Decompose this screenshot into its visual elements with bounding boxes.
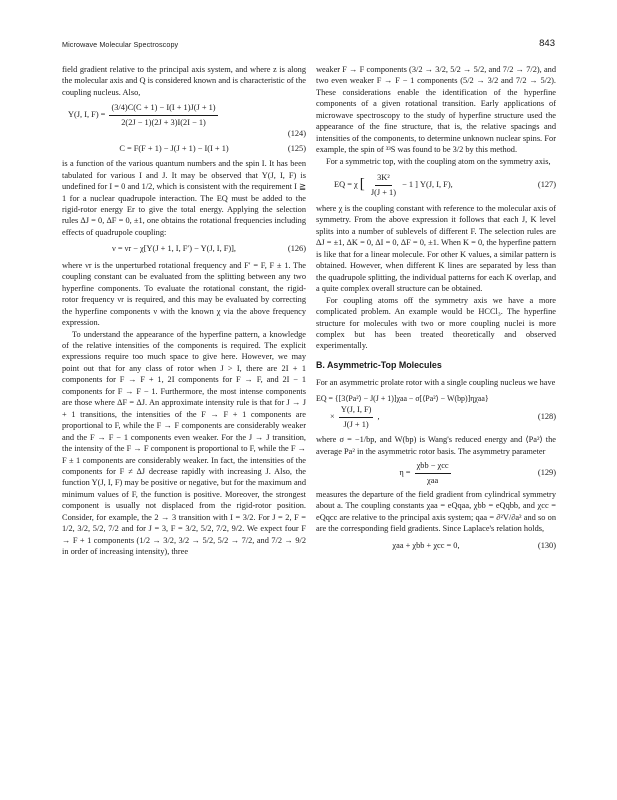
equation-body: ν = νr − χ[Y(J + 1, I, F′) − Y(J, I, F)], bbox=[111, 244, 237, 254]
equation-130 bbox=[316, 540, 556, 551]
fraction-denominator: 2(2J − 1)(2J + 3)I(2I − 1) bbox=[121, 117, 206, 127]
paragraph: where χ is the coupling constant with reference to the molecular axis of symmetry. From the above expression it follows that each J, K level splits into a number of sublevels of different F. The selection rules are ΔJ = ±1, ΔK = 0, ΔI = 0, ΔF = 0, ±1. When K = 0, the hyperfine pattern is like that for a linear molecule. For other K values, a similar pattern is obtained. However, when different K lines are separated by less than the quadrupole splitting, the individual patterns for each K overlap, and a quite complex overall structure can be obtained. bbox=[316, 203, 556, 294]
fraction bbox=[415, 460, 451, 486]
left-column bbox=[62, 64, 306, 558]
equation-number: (129) bbox=[537, 468, 556, 478]
page-number: 843 bbox=[539, 38, 555, 49]
equation-129 bbox=[316, 460, 556, 486]
equation-number: (125) bbox=[287, 143, 306, 153]
equation-rest: − 1 ] Y(J, I, F), bbox=[402, 179, 453, 189]
paragraph: measures the departure of the field gradient from cylindrical symmetry about a. The coupling constants χaa = eQqaa, χbb = eQqbb, and χcc = eQqcc are relative to the principal axis system; qaa = ∂²V/∂a² and so on are the corresponding field gradients. Since Laplace's relation holds, bbox=[316, 489, 556, 534]
equation-body: EQ = {[3⟨Pa²⟩ − J(J + 1)]χaa − σ[⟨Pa²⟩ − W(bp)]ηχaa} bbox=[316, 393, 489, 403]
fraction-numerator: Y(J, I, F) bbox=[339, 404, 374, 417]
equation-body: χaa + χbb + χcc = 0, bbox=[392, 540, 460, 550]
equation-body: C = F(F + 1) − J(J + 1) − I(I + 1) bbox=[119, 143, 229, 153]
equation-127: EQ = χ [ $\frac{\text{3K²}}{J(J + 1)}$ − 1 ] Y(J, I, F), (127) bbox=[334, 173, 556, 197]
paragraph: where σ = −1/bp, and W(bp) is Wang's reduced energy and ⟨Pa²⟩ the average Pa² in the asymmetric rotor basis. The asymmetry parameter bbox=[316, 435, 556, 456]
paragraph: For an asymmetric prolate rotor with a single coupling nucleus we have bbox=[316, 378, 556, 388]
equation-lhs: Y(J, I, F) = bbox=[68, 110, 106, 120]
fraction-denominator: J(J + 1) bbox=[343, 419, 369, 429]
fraction bbox=[109, 102, 217, 128]
paragraph: To understand the appearance of the hyperfine pattern, a knowledge of the relative intensities of the components is required. The explicit expressions require too much space to give here. However, we may point out that for any class of rotor when J > I, there are 2I + 1 components for F → F + 1, 2I components for F → F, and 2I − 1 components for F → F − 1. Furthermore, the most intense components are those where ΔF = ΔJ. An approximate intensity rule is that for J → J + 1 transitions, the intensities of the F → F + 1 components are proportional to F, while the F → F components are considerably weaker and the F → F − 1 components even weaker. For the J → J transition, the intensity of the F → F component is proportional to F, while the F → F ± 1 components are considerably weaker. In fact, the intensities of the components for F ≠ ΔJ decrease rapidly with increasing J. Also, the function Y(J, I, F) may be positive or negative, but for the maximum and minimum values of F, the function is positive. Moreover, the strongest component is usually not displaced from the rigid-rotor position. Consider, for example, the 2 → 3 transition with I = 3/2. For J = 2, F = 1/2, 3/2, 5/2, 7/2 and for J = 3, F = 3/2, 5/2, 7/2, 9/2. We expect four F → F + 1 components (1/2 → 3/2, 3/2 → 5/2, 5/2 → 7/2, and 7/2 → 9/2 in order of increasing intensity), three bbox=[62, 329, 306, 557]
equation-128-line2 bbox=[316, 404, 556, 430]
paragraph: field gradient relative to the principal axis system, and where z is along the molecular axis and Q is considered known and is characteristic of the coupling nucleus. Also, bbox=[62, 65, 306, 97]
times-sign: × bbox=[330, 412, 335, 422]
fraction-denominator: χaa bbox=[427, 475, 439, 485]
equation-128-line1 bbox=[316, 393, 556, 404]
equation-number: (127) bbox=[537, 180, 556, 190]
running-head: Microwave Molecular Spectroscopy bbox=[62, 40, 179, 49]
section-heading: B. Asymmetric-Top Molecules bbox=[316, 359, 442, 370]
fraction-numerator: 3K² bbox=[375, 172, 392, 185]
paragraph: weaker F → F components (3/2 → 3/2, 5/2 → 5/2, and 7/2 → 7/2), and two even weaker F → F − 1 components (5/2 → 3/2 and 7/2 → 5/2). These considerations enable the identification of the hyperfine components of a given rotational transition. Early applications of microwave spectroscopy to the study of hyperfine structure used the appearance of the fine structure, that is, the relative spacings and intensities of the components, to determine unknown nuclear spins. For example, the spin of ³³S was found to be 3/2 by this method. bbox=[316, 65, 556, 155]
equation-lhs: η = bbox=[399, 467, 411, 477]
equation-tail: , bbox=[377, 412, 380, 422]
paragraph: For a symmetric top, with the coupling atom on the symmetry axis, bbox=[326, 156, 551, 166]
fraction bbox=[339, 404, 374, 430]
paragraph: is a function of the various quantum numbers and the spin I. It has been tabulated for various I and J. It may be observed that Y(J, I, F) is undefined for I = 0 and 1/2, which is consistent with the requirement I ≧ 1 for a nuclear quadrupole interaction. The EQ must be added to the rigid-rotor energy Er to give the total energy. Applying the selection rules ΔJ = 0, ΔF = 0, ±1, one obtains the rotational frequencies including effects of quadrupole coupling: bbox=[62, 159, 306, 237]
paragraph: For coupling atoms off the symmetry axis we have a more complicated problem. An example would be HCCl₃. The hyperfine structure for molecules with two or more coupling nuclei is more complex but has been treated theoretically and observed experimentally. bbox=[316, 295, 556, 351]
equation-126 bbox=[62, 243, 306, 254]
equation-number: (126) bbox=[287, 244, 306, 254]
equation-number: (124) bbox=[287, 129, 306, 139]
fraction-numerator: (3/4)C(C + 1) − I(I + 1)J(J + 1) bbox=[109, 102, 217, 115]
equation-125 bbox=[62, 143, 306, 154]
fraction bbox=[369, 172, 398, 198]
fraction-denominator: J(J + 1) bbox=[370, 187, 396, 197]
equation-124 bbox=[62, 102, 306, 128]
paragraph: where νr is the unperturbed rotational frequency and F′ = F, F ± 1. The coupling constant can be evaluated from the splitting between any two hyperfine components. To evaluate the rotational constant, the rigid-rotor frequency νr is required, and this may be evaluated by correcting the hyperfine components ν with the known χ via the above frequency expression. bbox=[62, 260, 306, 328]
equation-number: (130) bbox=[537, 540, 556, 550]
fraction-numerator: χbb − χcc bbox=[415, 460, 451, 473]
equation-lhs: EQ = χ bbox=[334, 179, 358, 189]
right-column bbox=[316, 64, 556, 551]
equation-number: (128) bbox=[537, 412, 556, 422]
